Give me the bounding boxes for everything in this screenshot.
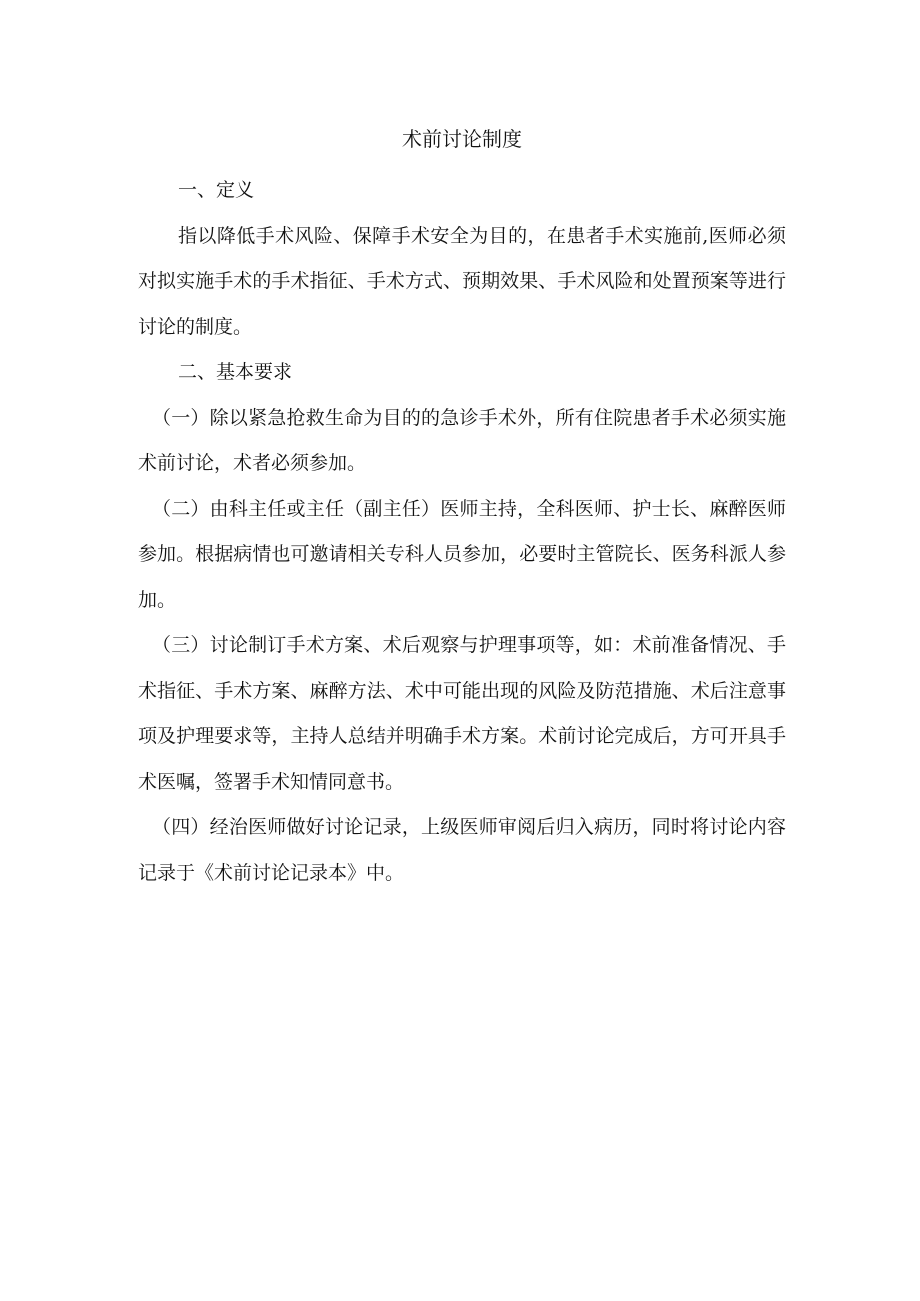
requirement-item-4: （四）经治医师做好讨论记录，上级医师审阅后归入病历，同时将讨论内容记录于《术前讨论记录本》中。 [138, 816, 786, 884]
document-body [138, 122, 786, 896]
section-heading-definition: 一、定义 [178, 179, 255, 201]
requirement-item-2: （二）由科主任或主任（副主任）医师主持，全科医师、护士长、麻醉医师参加。根据病情也可邀请相关专科人员参加，必要时主管院长、医务科派人参加。 [138, 497, 786, 611]
requirement-item-3: （三）讨论制订手术方案、术后观察与护理事项等，如：术前准备情况、手术指征、手术方案、麻醉方法、术中可能出现的风险及防范措施、术后注意事项及护理要求等，主持人总结并明确手术方案。术前讨论完成后，方可开具手术医嘱，签署手术知情同意书。 [138, 634, 786, 793]
section-heading-requirements: 二、基本要求 [178, 361, 293, 383]
requirement-item-1: （一）除以紧急抢救生命为目的的急诊手术外，所有住院患者手术必须实施术前讨论，术者必须参加。 [138, 406, 786, 474]
definition-paragraph: 指以降低手术风险、保障手术安全为目的，在患者手术实施前,医师必须对拟实施手术的手术指征、手术方式、预期效果、手术风险和处置预案等进行讨论的制度。 [138, 224, 786, 338]
document-title: 术前讨论制度 [402, 127, 522, 151]
